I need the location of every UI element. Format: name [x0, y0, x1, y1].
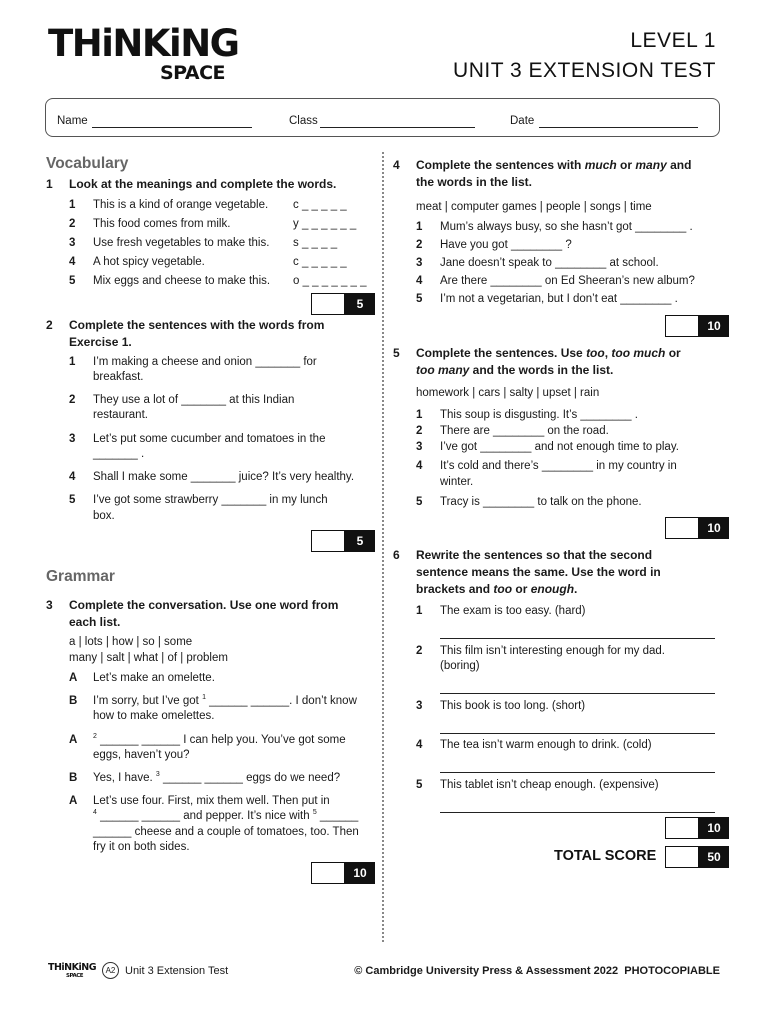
answer-line[interactable] [440, 638, 715, 639]
logo-subtitle: SPACE [160, 62, 225, 84]
score-box [311, 862, 375, 884]
question-prompt: too many and the words in the list. [416, 363, 614, 377]
item-number: 2 [416, 425, 423, 437]
item-text: Jane doesn’t speak to ________ at school. [440, 257, 659, 269]
score-max: 10 [699, 817, 729, 839]
score-input[interactable] [311, 862, 345, 884]
item-number: 1 [416, 409, 423, 421]
item-number: 5 [416, 293, 423, 305]
score-max: 5 [345, 293, 375, 315]
footer-logo: THiNKiNG SPACE [48, 962, 97, 979]
speaker-label: A [69, 672, 78, 684]
item-number: 5 [416, 779, 423, 791]
speaker-label: A [69, 795, 78, 807]
name-field[interactable] [92, 127, 252, 128]
score-box [311, 530, 375, 552]
item-number: 5 [416, 496, 423, 508]
question-prompt: Complete the conversation. Use one word from [69, 598, 339, 612]
item-text: Mix eggs and cheese to make this. [93, 275, 271, 287]
item-text: The tea isn’t warm enough to drink. (cold) [440, 739, 652, 751]
question-number: 5 [393, 346, 400, 360]
score-box [665, 517, 729, 539]
total-score-input[interactable] [665, 846, 699, 868]
score-box [311, 293, 375, 315]
item-number: 4 [69, 471, 76, 483]
item-number: 1 [416, 221, 423, 233]
item-number: 5 [69, 494, 76, 506]
section-title-grammar: Grammar [46, 568, 115, 585]
question-number: 3 [46, 598, 53, 612]
question-prompt: Complete the sentences with much or many and [416, 158, 692, 172]
item-text: They use a lot of _______ at this Indian [93, 394, 295, 406]
item-text: I’m not a vegetarian, but I don’t eat ________ . [440, 293, 678, 305]
item-text: Mum’s always busy, so she hasn’t got ________ . [440, 221, 693, 233]
answer-line[interactable] [440, 693, 715, 694]
score-input[interactable] [311, 293, 345, 315]
question-prompt: sentence means the same. Use the word in [416, 565, 661, 579]
date-field[interactable] [539, 127, 698, 128]
question-number: 4 [393, 158, 400, 172]
name-label: Name [57, 115, 88, 127]
level-badge: A2 [102, 962, 119, 979]
question-number: 1 [46, 177, 53, 191]
question-prompt: each list. [69, 615, 121, 629]
item-number: 4 [69, 256, 76, 268]
item-text: This tablet isn’t cheap enough. (expensive) [440, 779, 659, 791]
class-field[interactable] [320, 127, 475, 128]
word-list: homework | cars | salty | upset | rain [416, 387, 600, 399]
item-number: 1 [416, 605, 423, 617]
test-title: UNIT 3 EXTENSION TEST [453, 59, 716, 82]
item-text: The exam is too easy. (hard) [440, 605, 586, 617]
dialogue-line: $^2$ ______ ______ I can help you. You’ve got some [93, 733, 346, 746]
item-text: Have you got ________ ? [440, 239, 572, 251]
item-text: This book is too long. (short) [440, 700, 586, 712]
total-score-label: TOTAL SCORE [554, 848, 657, 864]
item-text: Let’s put some cucumber and tomatoes in the [93, 433, 326, 445]
section-title-vocabulary: Vocabulary [46, 155, 129, 172]
item-number: 3 [416, 257, 423, 269]
item-answer[interactable]: s _ _ _ _ [293, 237, 338, 249]
item-number: 3 [69, 237, 76, 249]
item-answer[interactable]: y _ _ _ _ _ _ [293, 218, 357, 230]
item-text: There are ________ on the road. [440, 425, 609, 437]
item-text: Tracy is ________ to talk on the phone. [440, 496, 642, 508]
level-title: LEVEL 1 [630, 29, 716, 52]
item-number: 4 [416, 739, 423, 751]
logo: THiNKiNG [48, 22, 239, 65]
item-text: This is a kind of orange vegetable. [93, 199, 269, 211]
dialogue-line: I’m sorry, but I’ve got $^1$ ______ ______. I don’t know [93, 694, 357, 707]
item-text: box. [93, 510, 115, 522]
column-divider [382, 152, 384, 942]
item-number: 1 [69, 356, 76, 368]
item-text: _______ . [93, 448, 145, 460]
speaker-label: A [69, 734, 78, 746]
item-number: 2 [416, 239, 423, 251]
score-box [665, 315, 729, 337]
total-score-max: 50 [699, 846, 729, 868]
dialogue-line: eggs, haven’t you? [93, 749, 190, 761]
question-prompt: Rewrite the sentences so that the second [416, 548, 653, 562]
footer-test-name: Unit 3 Extension Test [125, 965, 229, 977]
question-prompt: Complete the sentences. Use too, too much or [416, 346, 681, 360]
score-max: 5 [345, 530, 375, 552]
question-number: 6 [393, 548, 400, 562]
item-text: restaurant. [93, 409, 148, 421]
speaker-label: B [69, 772, 78, 784]
word-list: many | salt | what | of | problem [69, 652, 228, 664]
item-number: 2 [69, 394, 76, 406]
item-number: 4 [416, 275, 423, 287]
question-prompt: brackets and too or enough. [416, 582, 578, 596]
speaker-label: B [69, 695, 78, 707]
score-input[interactable] [311, 530, 345, 552]
item-answer[interactable]: c _ _ _ _ _ [293, 199, 347, 211]
word-list: a | lots | how | so | some [69, 636, 193, 648]
word-list: meat | computer games | people | songs | time [416, 201, 652, 213]
score-max: 10 [699, 517, 729, 539]
score-max: 10 [699, 315, 729, 337]
score-max: 10 [345, 862, 375, 884]
dialogue-line: how to make omelettes. [93, 710, 215, 722]
item-text: Shall I make some _______ juice? It’s very healthy. [93, 471, 355, 483]
item-number: 3 [69, 433, 76, 445]
question-number: 2 [46, 318, 53, 332]
question-prompt: Exercise 1. [69, 335, 132, 349]
total-score-box [665, 846, 729, 868]
question-prompt: the words in the list. [416, 175, 533, 189]
item-number: 5 [69, 275, 76, 287]
answer-line[interactable] [440, 772, 715, 773]
item-answer[interactable]: o _ _ _ _ _ _ _ [293, 275, 367, 287]
item-text: winter. [440, 476, 474, 488]
item-number: 2 [69, 218, 76, 230]
item-text: This soup is disgusting. It’s ________ . [440, 409, 638, 421]
student-info-box [45, 98, 720, 137]
item-text: (boring) [440, 660, 480, 672]
item-number: 4 [416, 460, 423, 472]
answer-line[interactable] [440, 733, 715, 734]
dialogue-line: Let’s use four. First, mix them well. Then put in [93, 795, 330, 807]
footer-copyright: © Cambridge University Press & Assessment 2022 PHOTOCOPIABLE [354, 965, 720, 977]
item-text: Are there ________ on Ed Sheeran’s new album? [440, 275, 695, 287]
score-input[interactable] [665, 315, 699, 337]
item-number: 3 [416, 441, 423, 453]
date-label: Date [510, 115, 535, 127]
item-text: I’ve got ________ and not enough time to play. [440, 441, 679, 453]
item-text: This film isn’t interesting enough for my dad. [440, 645, 665, 657]
score-box [665, 817, 729, 839]
score-input[interactable] [665, 517, 699, 539]
dialogue-line: fry it on both sides. [93, 841, 190, 853]
class-label: Class [289, 115, 318, 127]
dialogue-line: $^4$ ______ ______ and pepper. It’s nice with $^5$ ______ [93, 809, 359, 822]
item-text: A hot spicy vegetable. [93, 256, 205, 268]
item-text: Use fresh vegetables to make this. [93, 237, 270, 249]
question-prompt: Look at the meanings and complete the words. [69, 177, 337, 191]
dialogue-line: ______ cheese and a couple of tomatoes, too. Then [93, 826, 359, 838]
dialogue-line: Let’s make an omelette. [93, 672, 215, 684]
item-number: 2 [416, 645, 423, 657]
item-text: It’s cold and there’s ________ in my country in [440, 460, 677, 472]
item-text: This food comes from milk. [93, 218, 231, 230]
dialogue-line: Yes, I have. $^3$ ______ ______ eggs do we need? [93, 771, 341, 784]
item-text: I’ve got some strawberry _______ in my lunch [93, 494, 328, 506]
score-input[interactable] [665, 817, 699, 839]
item-number: 1 [69, 199, 76, 211]
item-text: breakfast. [93, 371, 144, 383]
item-number: 3 [416, 700, 423, 712]
item-text: I’m making a cheese and onion _______ for [93, 356, 317, 368]
question-prompt: Complete the sentences with the words from [69, 318, 325, 332]
answer-line[interactable] [440, 812, 715, 813]
item-answer[interactable]: c _ _ _ _ _ [293, 256, 347, 268]
